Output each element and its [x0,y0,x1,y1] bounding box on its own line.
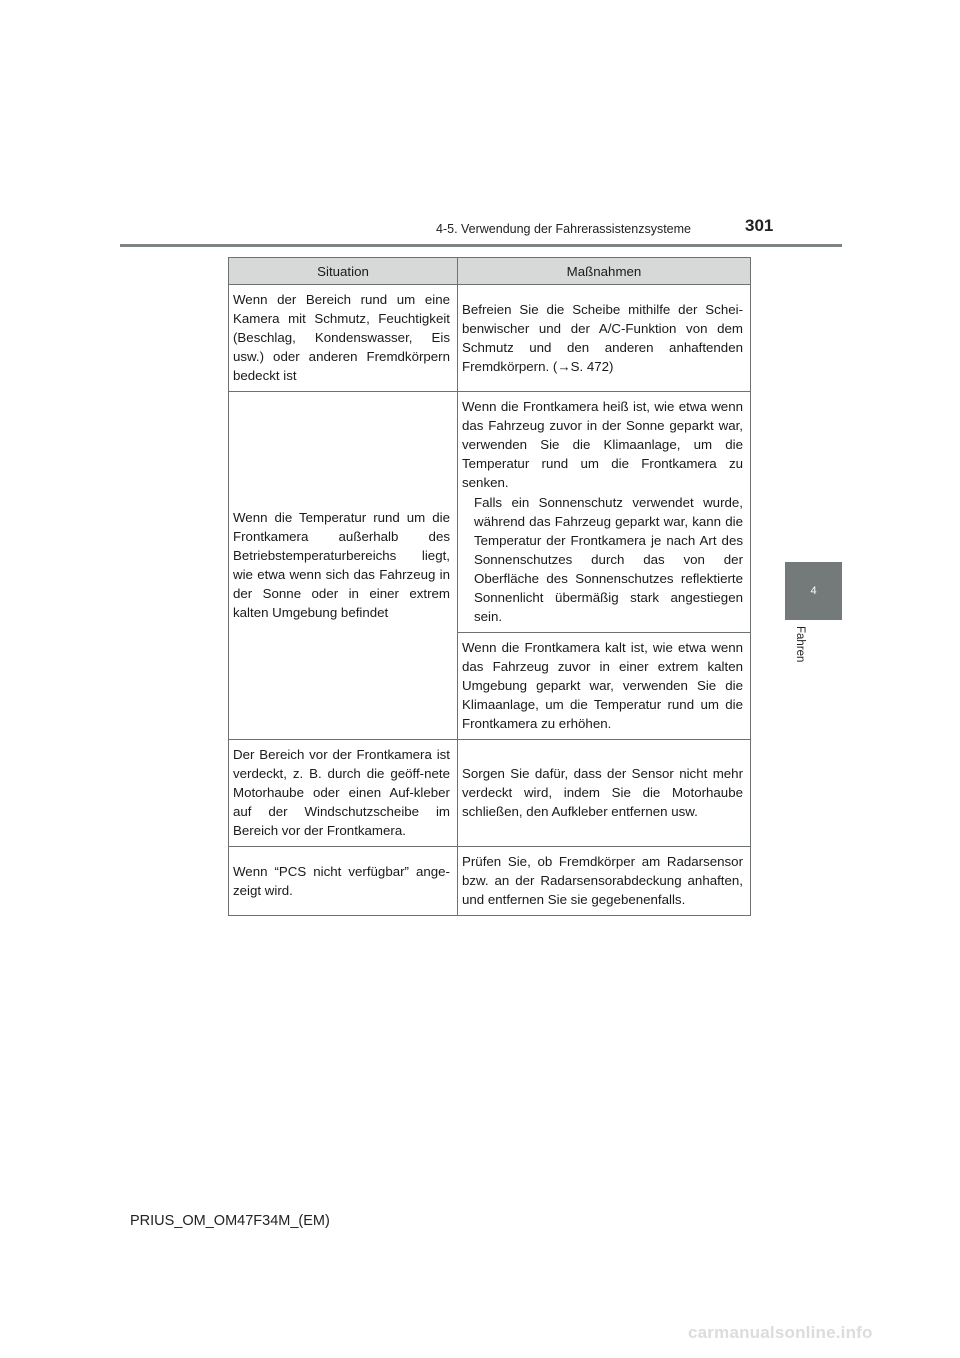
table-row [229,847,751,916]
watermark: carmanualsonline.info [688,1323,873,1342]
measure-cell: Prüfen Sie, ob Fremdkörper am Radarsensor bzw. an der Radarsensorabdeckung anhaften, und entfernen Sie sie gegebenenfalls. [458,847,751,916]
situation-cell: Wenn “PCS nicht verfügbar” ange-zeigt wird. [229,847,458,916]
measure-cell-cold: Wenn die Frontkamera kalt ist, wie etwa wenn das Fahrzeug zuvor in einer extrem kalten Umgebung geparkt war, verwenden Sie die Klimaanlage, um die Temperatur rund um die Frontkamera zu erhöhen. [458,633,751,740]
situation-cell: Der Bereich vor der Frontkamera ist verdeckt, z. B. durch die geöff-nete Motorhaube oder einen Auf-kleber auf der Windschutzscheibe im Bereich vor der Frontkamera. [229,740,458,847]
situation-cell: Wenn der Bereich rund um eine Kamera mit Schmutz, Feuchtigkeit (Beschlag, Kondenswasser, Eis usw.) oder anderen Fremdkörpern bedeckt ist [229,285,458,392]
table-row [229,392,751,633]
page-number: 301 [745,216,774,235]
table-header-row [229,258,751,285]
chapter-number: 4 [810,585,817,597]
chapter-label: Fahren [794,626,806,663]
table-row [229,740,751,847]
header-divider [120,244,842,247]
manual-code: PRIUS_OM_OM47F34M_(EM) [130,1213,330,1229]
measure-text: Wenn die Frontkamera heiß ist, wie etwa wenn das Fahrzeug zuvor in der Sonne geparkt war, verwenden Sie die Klimaanlage, um die Temperatur rund um die Frontkamera zu senken. [462,399,743,490]
column-header-situation: Situation [229,258,458,285]
section-title: 4-5. Verwendung der Fahrerassistenzsysteme [436,222,691,236]
column-header-measures: Maßnahmen [458,258,751,285]
situation-cell: Wenn die Temperatur rund um die Frontkamera außerhalb des Betriebstemperaturbereichs liegt, wie etwa wenn sich das Fahrzeug in der Sonne oder in einer extrem kalten Umgebung befindet [229,392,458,740]
measure-note: Falls ein Sonnenschutz verwendet wurde, während das Fahrzeug geparkt war, kann die Temperatur der Frontkamera je nach Art des Sonnenschutzes durch das von der Oberfläche des Sonnenschutzes reflektierte Sonnenlicht übermäßig stark angestiegen sein. [474,495,743,624]
measure-cell: Sorgen Sie dafür, dass der Sensor nicht mehr verdeckt wird, indem Sie die Motorhaube schließen, den Aufkleber entfernen usw. [458,740,751,847]
table-row [229,285,751,392]
chapter-tab [785,562,842,620]
situation-measures-table [228,257,751,916]
measure-cell-hot [458,392,751,633]
measure-cell: Befreien Sie die Scheibe mithilfe der Schei-benwischer und der A/C-Funktion von dem Schmutz und den anderen anhaftenden Fremdkörpern. (→S. 472) [458,285,751,392]
